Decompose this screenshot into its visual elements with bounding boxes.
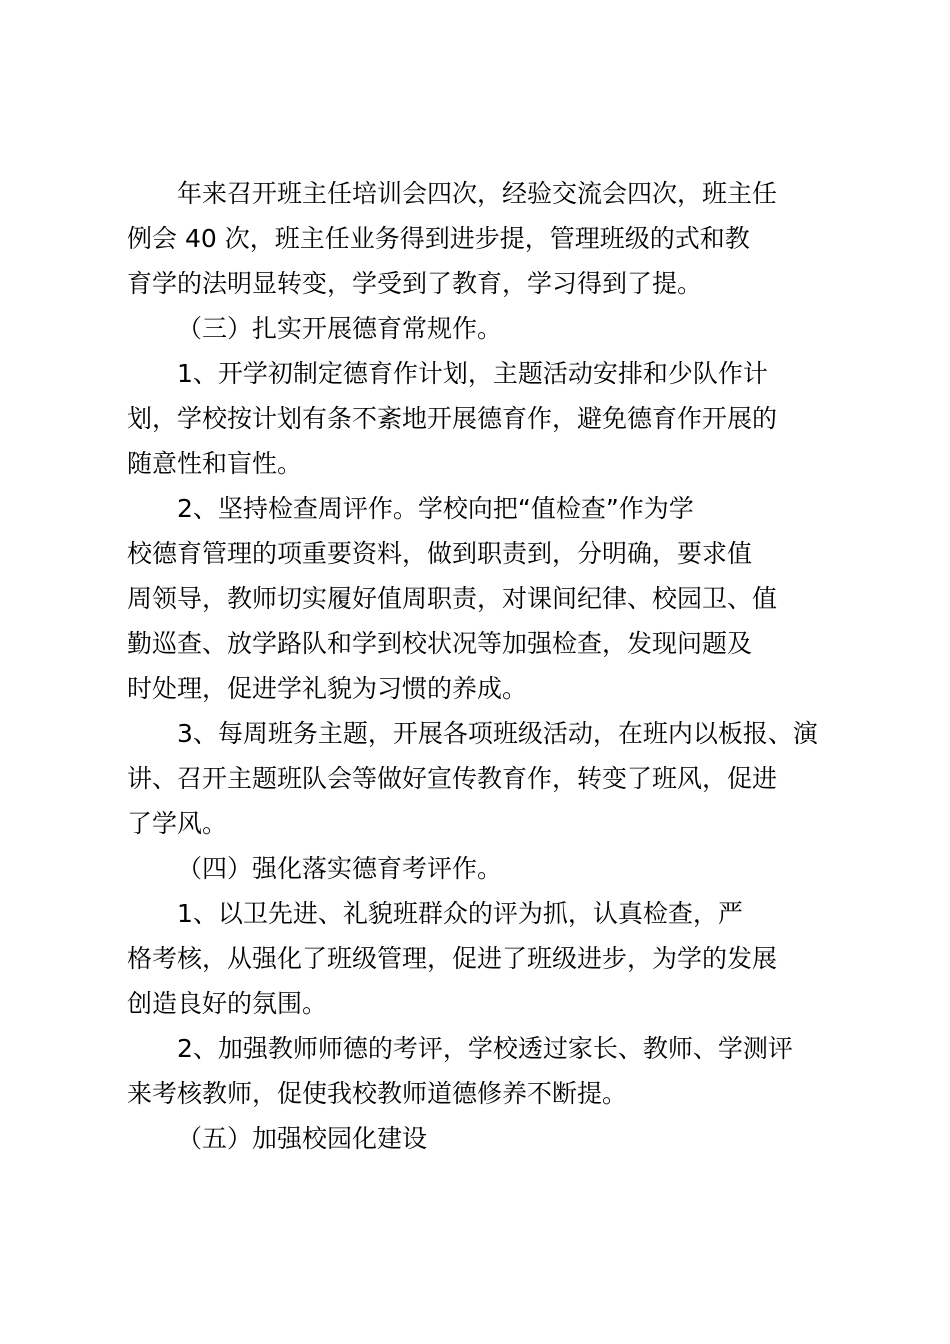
section-heading-5	[127, 1116, 837, 1161]
text-line: 讲、召开主题班队会等做好宣传教育作，转变了班风，促进	[127, 764, 778, 793]
text-line: 2、加强教师师德的考评，学校透过家长、教师、学测评	[177, 1034, 793, 1063]
text-line: 周领导，教师切实履好值周职责，对课间纪律、校园卫、值	[127, 584, 778, 613]
text-line: 来考核教师，促使我校教师道德修养不断提。	[127, 1079, 628, 1108]
paragraph-item-3-2	[127, 486, 837, 711]
text-line: 校德育管理的项重要资料，做到职责到，分明确，要求值	[127, 539, 753, 568]
section-heading-3	[127, 306, 837, 351]
paragraph-item-4-2	[127, 1026, 837, 1116]
text-line: 划，学校按计划有条不紊地开展德育作，避免德育作开展的	[127, 404, 778, 433]
section-heading: （三）扎实开展德育常规作。	[177, 314, 503, 343]
text-line: 时处理，促进学礼貌为习惯的养成。	[127, 674, 528, 703]
section-heading: （五）加强校园化建设	[177, 1124, 428, 1153]
text-line: 育学的法明显转变，学受到了教育，学习得到了提。	[127, 269, 703, 298]
section-heading-4	[127, 846, 837, 891]
document-body	[127, 171, 837, 1161]
text-line: 1、开学初制定德育作计划，主题活动安排和少队作计	[177, 359, 768, 388]
text-line: 格考核，从强化了班级管理，促进了班级进步，为学的发展	[127, 944, 778, 973]
paragraph-item-3-3	[127, 711, 837, 846]
text-line: 1、以卫先进、礼貌班群众的评为抓，认真检查，严	[177, 899, 743, 928]
text-line: 3、每周班务主题，开展各项班级活动，在班内以板报、演	[177, 719, 818, 748]
paragraph-item-3-1	[127, 351, 837, 486]
paragraph-training-summary	[127, 171, 837, 306]
text-line: 创造良好的氛围。	[127, 989, 328, 1018]
text-line: 例会 40 次，班主任业务得到进步提，管理班级的式和教	[127, 224, 750, 253]
section-heading: （四）强化落实德育考评作。	[177, 854, 503, 883]
text-line: 了学风。	[127, 809, 228, 838]
text-line: 勤巡查、放学路队和学到校状况等加强检查，发现问题及	[127, 629, 753, 658]
paragraph-item-4-1	[127, 891, 837, 1026]
text-line: 2、坚持检查周评作。学校向把“值检查”作为学	[177, 494, 694, 523]
text-line: 随意性和盲性。	[127, 449, 303, 478]
text-line: 年来召开班主任培训会四次，经验交流会四次，班主任	[177, 179, 778, 208]
